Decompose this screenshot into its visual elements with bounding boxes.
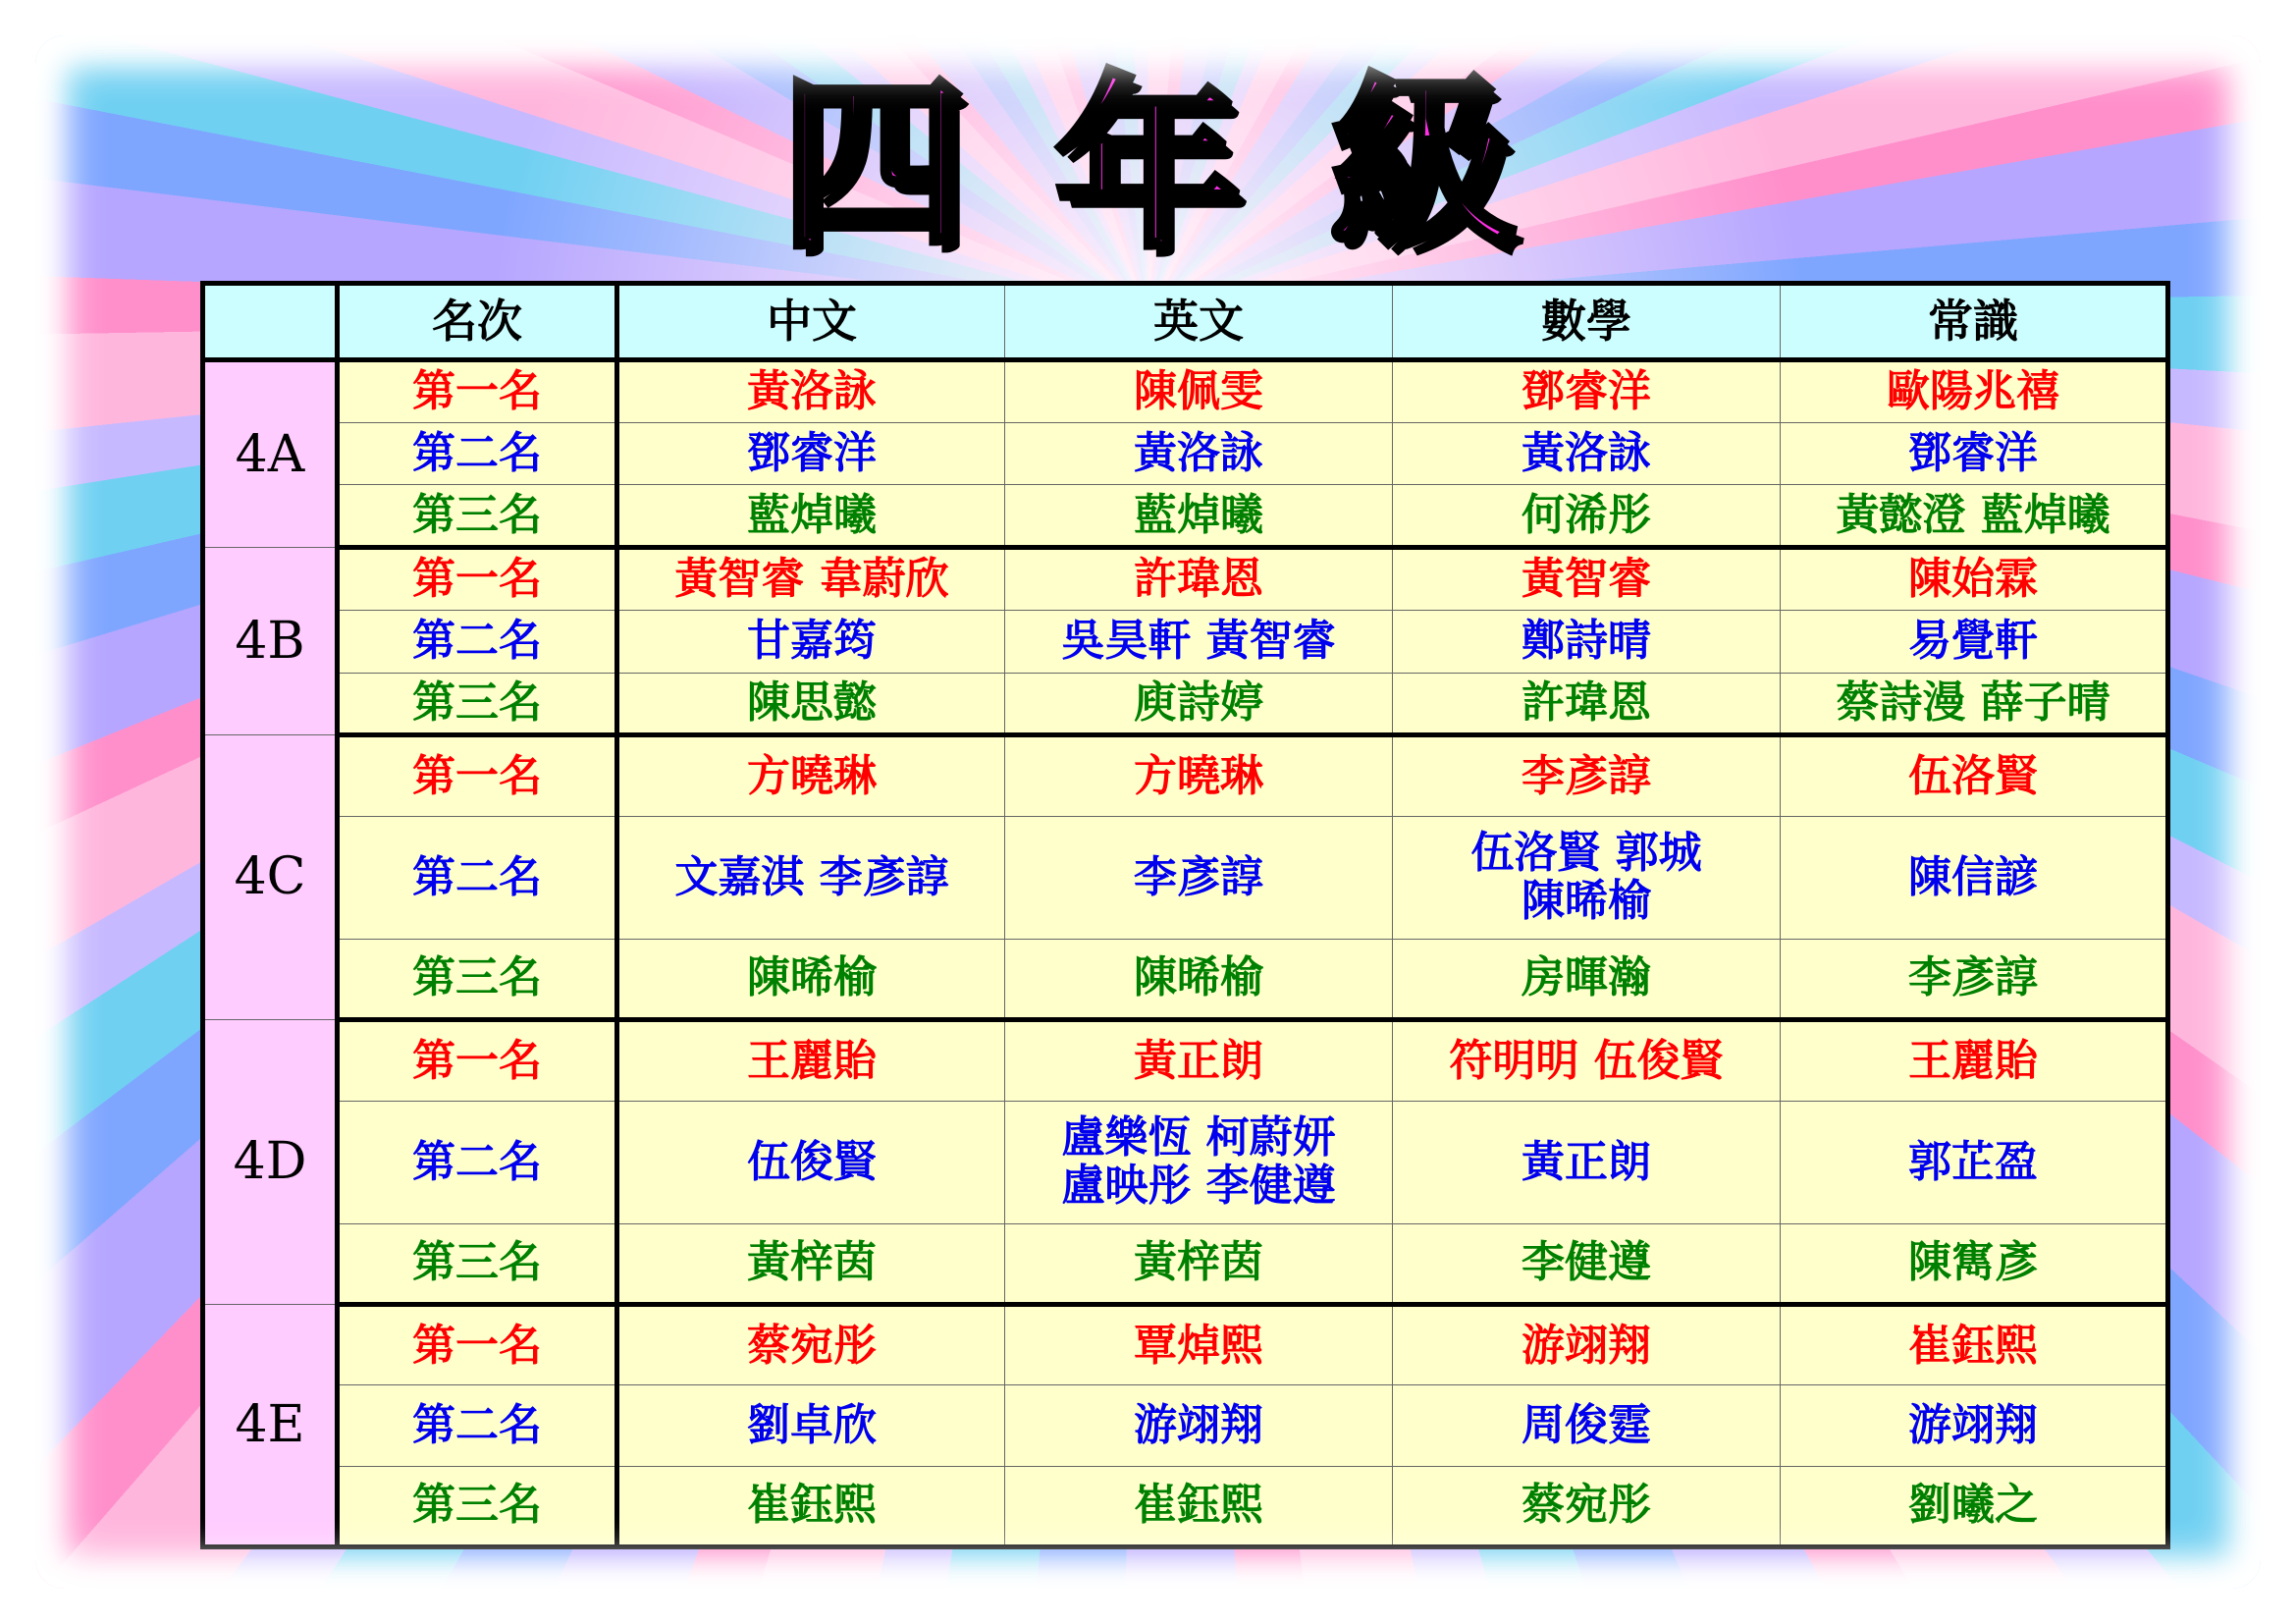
student-names: 許瑋恩 [1522,677,1651,728]
student-names: 符明明 伍俊賢 [1449,1035,1724,1086]
student-names: 蔡宛彤 [747,1320,877,1371]
cell-chinese [617,940,1005,1020]
student-names: 甘嘉筠 [747,616,877,667]
student-names: 王麗貽 [747,1035,877,1086]
table-row [203,735,2168,816]
table-row [203,1385,2168,1466]
cell-chinese [617,548,1005,611]
table-row [203,610,2168,673]
cell-english [1005,1385,1393,1466]
cell-general-studies [1781,610,2168,673]
student-names: 伍俊賢 [747,1136,877,1187]
class-label: 4B [203,548,338,735]
rank-label: 第二名 [338,422,617,485]
cell-general-studies [1781,1101,2168,1223]
student-names: 崔鈺熙 [1134,1480,1263,1531]
student-names: 李彥諄 [1522,750,1651,801]
student-names: 崔鈺熙 [747,1480,877,1531]
cell-math [1393,360,1781,423]
rank-label: 第三名 [338,485,617,548]
cell-english [1005,1101,1393,1223]
student-names: 庾詩婷 [1134,677,1263,728]
cell-english [1005,735,1393,816]
page-title: 四年級 [779,57,1605,274]
rank-label: 第三名 [338,940,617,1020]
table-row [203,1305,2168,1385]
student-names: 黃智睿 [1522,554,1651,605]
header-rank: 名次 [338,284,617,360]
header-english: 英文 [1005,284,1393,360]
table-row [203,1101,2168,1223]
cell-math [1393,1020,1781,1101]
class-label: 4D [203,1020,338,1305]
table-row [203,673,2168,735]
student-names: 易覺軒 [1908,616,2038,667]
cell-general-studies [1781,1223,2168,1304]
student-names: 鄧睿洋 [1908,427,2038,478]
student-names: 黃洛詠 [1134,427,1263,478]
ranking-table [200,281,2170,1549]
student-names: 游翊翔 [1522,1320,1651,1371]
cell-math [1393,1223,1781,1304]
student-names: 盧樂恆 柯蔚妍 盧映彤 李健遵 [1061,1112,1336,1211]
cell-chinese [617,360,1005,423]
student-names: 劉曦之 [1908,1480,2038,1531]
student-names: 劉卓欣 [747,1399,877,1450]
student-names: 蔡宛彤 [1522,1480,1651,1531]
cell-chinese [617,422,1005,485]
student-names: 何浠彤 [1522,489,1651,540]
table-row [203,1020,2168,1101]
rank-label: 第一名 [338,360,617,423]
cell-english [1005,1305,1393,1385]
rank-label: 第一名 [338,1305,617,1385]
cell-chinese [617,673,1005,735]
table-body [203,360,2168,1547]
table-row [203,548,2168,611]
table-row [203,422,2168,485]
header-chinese: 中文 [617,284,1005,360]
cell-chinese [617,816,1005,939]
cell-general-studies [1781,673,2168,735]
table-row [203,1466,2168,1546]
student-names: 藍焯曦 [1134,489,1263,540]
student-names: 歐陽兆禧 [1887,366,2059,417]
student-names: 蔡詩漫 薛子晴 [1836,677,2110,728]
cell-english [1005,422,1393,485]
table-row [203,360,2168,423]
rank-label: 第三名 [338,1466,617,1546]
cell-english [1005,673,1393,735]
cell-general-studies [1781,360,2168,423]
cell-chinese [617,485,1005,548]
cell-math [1393,673,1781,735]
cell-math [1393,422,1781,485]
cell-general-studies [1781,1020,2168,1101]
cell-math [1393,1385,1781,1466]
cell-chinese [617,1305,1005,1385]
student-names: 鄧睿洋 [1522,366,1651,417]
header-row [203,284,2168,360]
student-names: 陳佩雯 [1134,366,1263,417]
rank-label: 第一名 [338,548,617,611]
student-names: 李健遵 [1522,1237,1651,1288]
header-general-studies: 常識 [1781,284,2168,360]
student-names: 陳思懿 [747,677,877,728]
cell-math [1393,940,1781,1020]
cell-math [1393,816,1781,939]
cell-math [1393,610,1781,673]
cell-general-studies [1781,1305,2168,1385]
student-names: 陳始霖 [1908,554,2038,605]
student-names: 周俊霆 [1522,1399,1651,1450]
rank-label: 第二名 [338,1101,617,1223]
cell-chinese [617,1223,1005,1304]
student-names: 方曉琳 [1134,750,1263,801]
cell-general-studies [1781,1466,2168,1546]
student-names: 文嘉淇 李彥諄 [674,851,949,902]
cell-english [1005,940,1393,1020]
cell-general-studies [1781,940,2168,1020]
student-names: 方曉琳 [747,750,877,801]
student-names: 王麗貽 [1908,1035,2038,1086]
rank-label: 第一名 [338,735,617,816]
cell-general-studies [1781,485,2168,548]
cell-english [1005,1466,1393,1546]
cell-english [1005,1020,1393,1101]
cell-math [1393,485,1781,548]
student-names: 覃焯熙 [1134,1320,1263,1371]
student-names: 李彥諄 [1908,952,2038,1003]
cell-english [1005,1223,1393,1304]
class-label: 4A [203,360,338,548]
student-names: 黃梓茵 [1134,1237,1263,1288]
poster-background [35,35,2261,1589]
cell-chinese [617,1101,1005,1223]
cell-general-studies [1781,422,2168,485]
student-names: 陳晞榆 [747,952,877,1003]
cell-math [1393,548,1781,611]
table-row [203,816,2168,939]
cell-chinese [617,610,1005,673]
student-names: 陳晞榆 [1134,952,1263,1003]
student-names: 崔鈺熙 [1908,1320,2038,1371]
student-names: 房暉瀚 [1522,952,1651,1003]
student-names: 陳寯彥 [1908,1237,2038,1288]
cell-math [1393,1101,1781,1223]
cell-chinese [617,1466,1005,1546]
student-names: 黃正朗 [1522,1136,1651,1187]
cell-english [1005,548,1393,611]
student-names: 黃懿澄 藍焯曦 [1836,489,2110,540]
student-names: 鄭詩晴 [1522,616,1651,667]
cell-math [1393,1305,1781,1385]
student-names: 黃智睿 韋蔚欣 [674,554,949,605]
cell-math [1393,1466,1781,1546]
cell-english [1005,360,1393,423]
rank-label: 第二名 [338,610,617,673]
rank-label: 第一名 [338,1020,617,1101]
table-row [203,940,2168,1020]
rank-label: 第二名 [338,1385,617,1466]
cell-chinese [617,1385,1005,1466]
cell-english [1005,816,1393,939]
student-names: 藍焯曦 [747,489,877,540]
class-label: 4E [203,1305,338,1547]
student-names: 黃正朗 [1134,1035,1263,1086]
cell-general-studies [1781,548,2168,611]
student-names: 吳昊軒 黃智睿 [1061,616,1336,667]
table-row [203,485,2168,548]
rank-label: 第三名 [338,1223,617,1304]
student-names: 游翊翔 [1908,1399,2038,1450]
rank-label: 第二名 [338,816,617,939]
cell-english [1005,485,1393,548]
rank-label: 第三名 [338,673,617,735]
student-names: 游翊翔 [1134,1399,1263,1450]
cell-general-studies [1781,1385,2168,1466]
header-math: 數學 [1393,284,1781,360]
cell-math [1393,735,1781,816]
header-corner [203,284,338,360]
student-names: 李彥諄 [1134,851,1263,902]
student-names: 伍洛賢 [1908,750,2038,801]
student-names: 陳信諺 [1908,851,2038,902]
class-label: 4C [203,735,338,1020]
student-names: 許瑋恩 [1134,554,1263,605]
student-names: 黃洛詠 [1522,427,1651,478]
student-names: 伍洛賢 郭城 陳晞榆 [1470,828,1702,926]
cell-english [1005,610,1393,673]
cell-general-studies [1781,816,2168,939]
cell-chinese [617,1020,1005,1101]
student-names: 黃梓茵 [747,1237,877,1288]
student-names: 郭芷盈 [1908,1136,2038,1187]
student-names: 鄧睿洋 [747,427,877,478]
table-row [203,1223,2168,1304]
cell-general-studies [1781,735,2168,816]
cell-chinese [617,735,1005,816]
student-names: 黃洛詠 [747,366,877,417]
